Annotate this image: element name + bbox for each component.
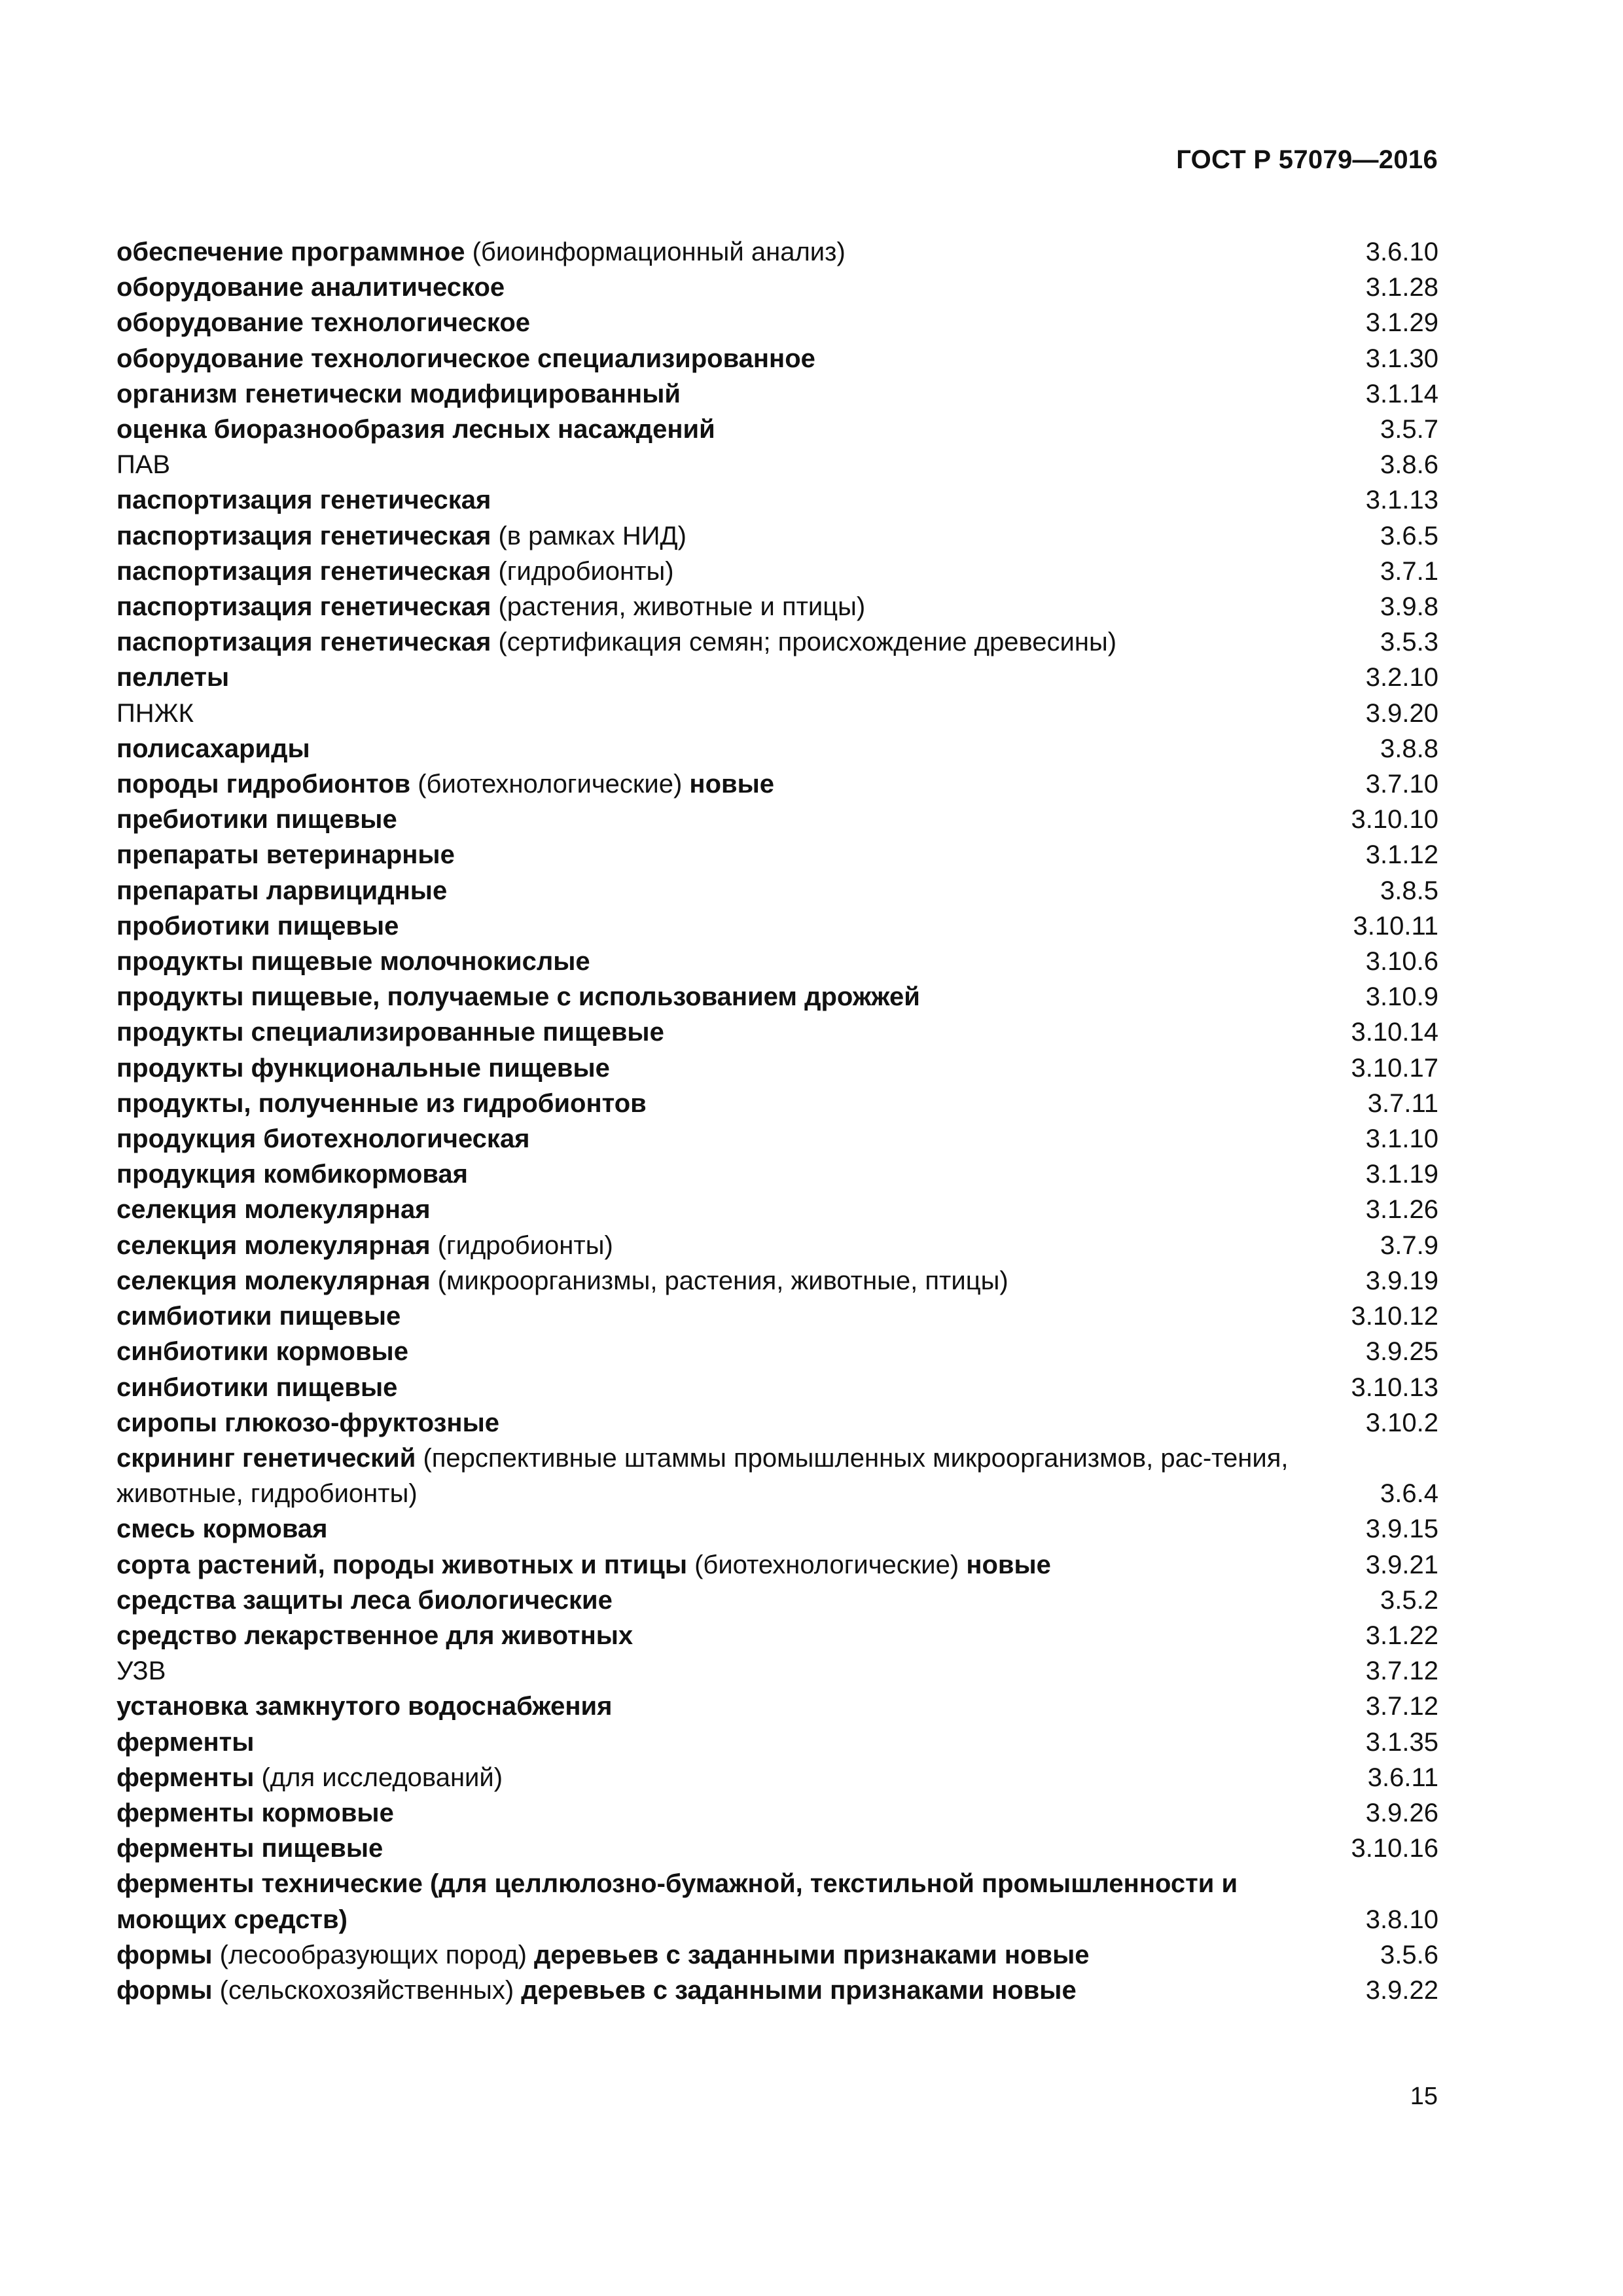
term-bold: пробиотики пищевые xyxy=(116,911,399,941)
section-reference: 3.7.1 xyxy=(1380,556,1438,586)
term-qualifier: (лесообразующих пород) xyxy=(212,1940,535,1969)
index-entry xyxy=(116,1405,1438,1441)
index-entry xyxy=(116,1866,1438,1937)
term-bold: оборудование технологическое специализированное xyxy=(116,344,815,373)
term-qualifier: (перспективные штаммы промышленных микроорганизмов, рас-тения, животные, гидробионты) xyxy=(116,1443,1289,1509)
term-qualifier: (растения, животные и птицы) xyxy=(491,592,866,622)
section-reference: 3.9.21 xyxy=(1365,1550,1438,1579)
term-bold: паспортизация генетическая xyxy=(116,628,491,657)
index-entry xyxy=(116,1653,1438,1689)
term-bold: деревьев с заданными признаками новые xyxy=(521,1975,1077,2005)
term-bold: продукты пищевые молочнокислые xyxy=(116,947,590,977)
index-entry xyxy=(116,305,1438,340)
term-bold: оборудование аналитическое xyxy=(116,273,505,302)
term-qualifier: ПНЖК xyxy=(116,698,194,728)
section-reference: 3.7.12 xyxy=(1365,1657,1438,1686)
index-entry xyxy=(116,837,1438,872)
section-reference: 3.1.28 xyxy=(1365,273,1438,302)
term-qualifier: (сертификация семян; происхождение древесины) xyxy=(491,628,1117,657)
index-entry xyxy=(116,696,1438,731)
index-entry xyxy=(116,1583,1438,1618)
section-reference: 3.9.25 xyxy=(1365,1337,1438,1367)
section-reference: 3.5.3 xyxy=(1380,628,1438,657)
term-bold: сиропы глюкозо-фруктозные xyxy=(116,1408,499,1437)
index-entry xyxy=(116,802,1438,837)
term-bold: симбиотики пищевые xyxy=(116,1302,401,1331)
index-entry xyxy=(116,1937,1438,1973)
section-reference: 3.9.22 xyxy=(1365,1975,1438,2005)
section-reference: 3.10.14 xyxy=(1351,1018,1438,1047)
term-bold: породы гидробионтов xyxy=(116,770,411,799)
term-bold: новые xyxy=(966,1550,1051,1579)
term-bold: продукты пищевые, получаемые с использованием дрожжей xyxy=(116,982,920,1012)
term-bold: ферменты xyxy=(116,1727,255,1757)
term-bold: препараты ветеринарные xyxy=(116,840,455,870)
index-entry xyxy=(116,554,1438,589)
section-reference: 3.10.17 xyxy=(1351,1053,1438,1083)
section-reference: 3.9.20 xyxy=(1365,698,1438,728)
term-bold: деревьев с заданными признаками новые xyxy=(534,1940,1090,1969)
section-reference: 3.10.2 xyxy=(1365,1408,1438,1437)
term-index xyxy=(116,234,1438,2008)
term-bold: продукты функциональные пищевые xyxy=(116,1053,610,1083)
term-bold: ферменты технические (для целлюлозно-бумажной, текстильной промышленности и моющих средств) xyxy=(116,1869,1238,1934)
section-reference: 3.1.19 xyxy=(1365,1160,1438,1189)
index-entry xyxy=(116,1050,1438,1086)
section-reference: 3.6.5 xyxy=(1380,521,1438,550)
index-entry xyxy=(116,1299,1438,1334)
section-reference: 3.9.8 xyxy=(1380,592,1438,622)
term-bold: смесь кормовая xyxy=(116,1515,328,1544)
section-reference: 3.1.29 xyxy=(1365,308,1438,338)
term-qualifier: (в рамках НИД) xyxy=(491,521,687,550)
document-header: ГОСТ Р 57079—2016 xyxy=(1176,145,1438,174)
index-entry xyxy=(116,1689,1438,1724)
term-qualifier: (для исследований) xyxy=(254,1763,503,1792)
term-bold: продукты специализированные пищевые xyxy=(116,1018,664,1047)
term-bold: скрининг генетический xyxy=(116,1443,416,1473)
index-entry xyxy=(116,1547,1438,1583)
section-reference: 3.9.26 xyxy=(1365,1798,1438,1827)
index-entry xyxy=(116,908,1438,944)
section-reference: 3.8.8 xyxy=(1380,734,1438,763)
page-number: 15 xyxy=(1410,2083,1438,2110)
section-reference: 3.1.26 xyxy=(1365,1195,1438,1225)
term-qualifier: УЗВ xyxy=(116,1657,166,1686)
section-reference: 3.8.10 xyxy=(1365,1905,1438,1934)
section-reference: 3.5.6 xyxy=(1380,1940,1438,1969)
term-bold: средство лекарственное для животных xyxy=(116,1621,633,1650)
index-entry xyxy=(116,873,1438,908)
index-entry xyxy=(116,1014,1438,1050)
index-entry xyxy=(116,482,1438,518)
index-entry xyxy=(116,1618,1438,1653)
term-bold: оборудование технологическое xyxy=(116,308,531,338)
term-bold: ферменты xyxy=(116,1763,255,1792)
term-qualifier: (гидробионты) xyxy=(491,556,674,586)
term-qualifier: (сельскохозяйственных) xyxy=(212,1975,522,2005)
index-entry xyxy=(116,1511,1438,1547)
section-reference: 3.5.2 xyxy=(1380,1585,1438,1615)
section-reference: 3.7.10 xyxy=(1365,770,1438,799)
term-bold: оценка биоразнообразия лесных насаждений xyxy=(116,415,715,444)
term-bold: селекция молекулярная xyxy=(116,1230,431,1260)
term-bold: продукты, полученные из гидробионтов xyxy=(116,1088,647,1118)
index-entry xyxy=(116,979,1438,1014)
section-reference: 3.10.11 xyxy=(1353,911,1438,941)
term-bold: селекция молекулярная xyxy=(116,1266,431,1295)
section-reference: 3.10.6 xyxy=(1365,947,1438,977)
index-entry xyxy=(116,1795,1438,1831)
term-qualifier: (биотехнологические) xyxy=(687,1550,967,1579)
section-reference: 3.1.13 xyxy=(1365,486,1438,515)
section-reference: 3.1.22 xyxy=(1365,1621,1438,1650)
section-reference: 3.10.16 xyxy=(1351,1834,1438,1863)
index-entry xyxy=(116,731,1438,766)
term-bold: синбиотики кормовые xyxy=(116,1337,408,1367)
term-bold: паспортизация генетическая xyxy=(116,592,491,622)
index-entry xyxy=(116,1228,1438,1263)
term-bold: пребиотики пищевые xyxy=(116,805,397,834)
term-bold: препараты ларвицидные xyxy=(116,876,448,905)
section-reference: 3.6.4 xyxy=(1380,1479,1438,1509)
index-entry xyxy=(116,766,1438,802)
term-bold: паспортизация генетическая xyxy=(116,521,491,550)
section-reference: 3.7.11 xyxy=(1367,1088,1438,1118)
index-entry xyxy=(116,234,1438,270)
index-entry xyxy=(116,1334,1438,1369)
term-bold: паспортизация генетическая xyxy=(116,486,491,515)
term-bold: продукция биотехнологическая xyxy=(116,1124,530,1154)
index-entry xyxy=(116,270,1438,305)
section-reference: 3.10.13 xyxy=(1351,1372,1438,1402)
term-bold: установка замкнутого водоснабжения xyxy=(116,1692,613,1721)
term-qualifier: (гидробионты) xyxy=(430,1230,613,1260)
term-bold: формы xyxy=(116,1975,213,2005)
section-reference: 3.9.15 xyxy=(1365,1515,1438,1544)
index-entry xyxy=(116,1441,1438,1511)
index-entry xyxy=(116,518,1438,554)
section-reference: 3.10.12 xyxy=(1351,1302,1438,1331)
term-bold: пеллеты xyxy=(116,663,230,692)
term-bold: сорта растений, породы животных и птицы xyxy=(116,1550,687,1579)
term-qualifier: (биоинформационный анализ) xyxy=(465,238,846,266)
index-entry xyxy=(116,1760,1438,1795)
section-reference: 3.6.11 xyxy=(1367,1763,1438,1792)
term-bold: ферменты пищевые xyxy=(116,1834,383,1863)
index-entry xyxy=(116,1121,1438,1157)
index-entry xyxy=(116,660,1438,695)
term-bold: паспортизация генетическая xyxy=(116,556,491,586)
index-entry xyxy=(116,1831,1438,1866)
term-qualifier: (биотехнологические) xyxy=(410,770,690,799)
index-entry xyxy=(116,1725,1438,1760)
section-reference: 3.8.5 xyxy=(1380,876,1438,905)
section-reference: 3.1.10 xyxy=(1365,1124,1438,1154)
term-bold: обеспечение программное xyxy=(116,238,465,266)
term-qualifier: ПАВ xyxy=(116,450,171,480)
index-entry xyxy=(116,589,1438,624)
section-reference: 3.5.7 xyxy=(1380,415,1438,444)
index-entry xyxy=(116,1157,1438,1192)
section-reference: 3.1.30 xyxy=(1365,344,1438,373)
term-bold: селекция молекулярная xyxy=(116,1195,431,1225)
section-reference: 3.6.10 xyxy=(1365,238,1438,266)
section-reference: 3.10.10 xyxy=(1351,805,1438,834)
index-entry xyxy=(116,1263,1438,1299)
term-bold: новые xyxy=(689,770,775,799)
section-reference: 3.10.9 xyxy=(1365,982,1438,1012)
section-reference: 3.9.19 xyxy=(1365,1266,1438,1295)
index-entry xyxy=(116,412,1438,447)
index-entry xyxy=(116,447,1438,482)
index-entry xyxy=(116,624,1438,660)
index-entry xyxy=(116,376,1438,412)
index-entry xyxy=(116,1973,1438,2008)
index-entry xyxy=(116,1370,1438,1405)
term-bold: средства защиты леса биологические xyxy=(116,1585,613,1615)
section-reference: 3.7.12 xyxy=(1365,1692,1438,1721)
section-reference: 3.2.10 xyxy=(1365,663,1438,692)
index-entry xyxy=(116,341,1438,376)
term-bold: формы xyxy=(116,1940,213,1969)
section-reference: 3.1.35 xyxy=(1365,1727,1438,1757)
term-bold: полисахариды xyxy=(116,734,310,763)
section-reference: 3.1.12 xyxy=(1365,840,1438,870)
index-entry xyxy=(116,1192,1438,1227)
section-reference: 3.1.14 xyxy=(1365,379,1438,408)
section-reference: 3.8.6 xyxy=(1380,450,1438,480)
term-bold: синбиотики пищевые xyxy=(116,1372,398,1402)
index-entry xyxy=(116,944,1438,979)
term-bold: организм генетически модифицированный xyxy=(116,379,681,408)
section-reference: 3.7.9 xyxy=(1380,1230,1438,1260)
index-entry xyxy=(116,1086,1438,1121)
term-bold: ферменты кормовые xyxy=(116,1798,394,1827)
term-bold: продукция комбикормовая xyxy=(116,1160,469,1189)
term-qualifier: (микроорганизмы, растения, животные, птицы) xyxy=(430,1266,1008,1295)
